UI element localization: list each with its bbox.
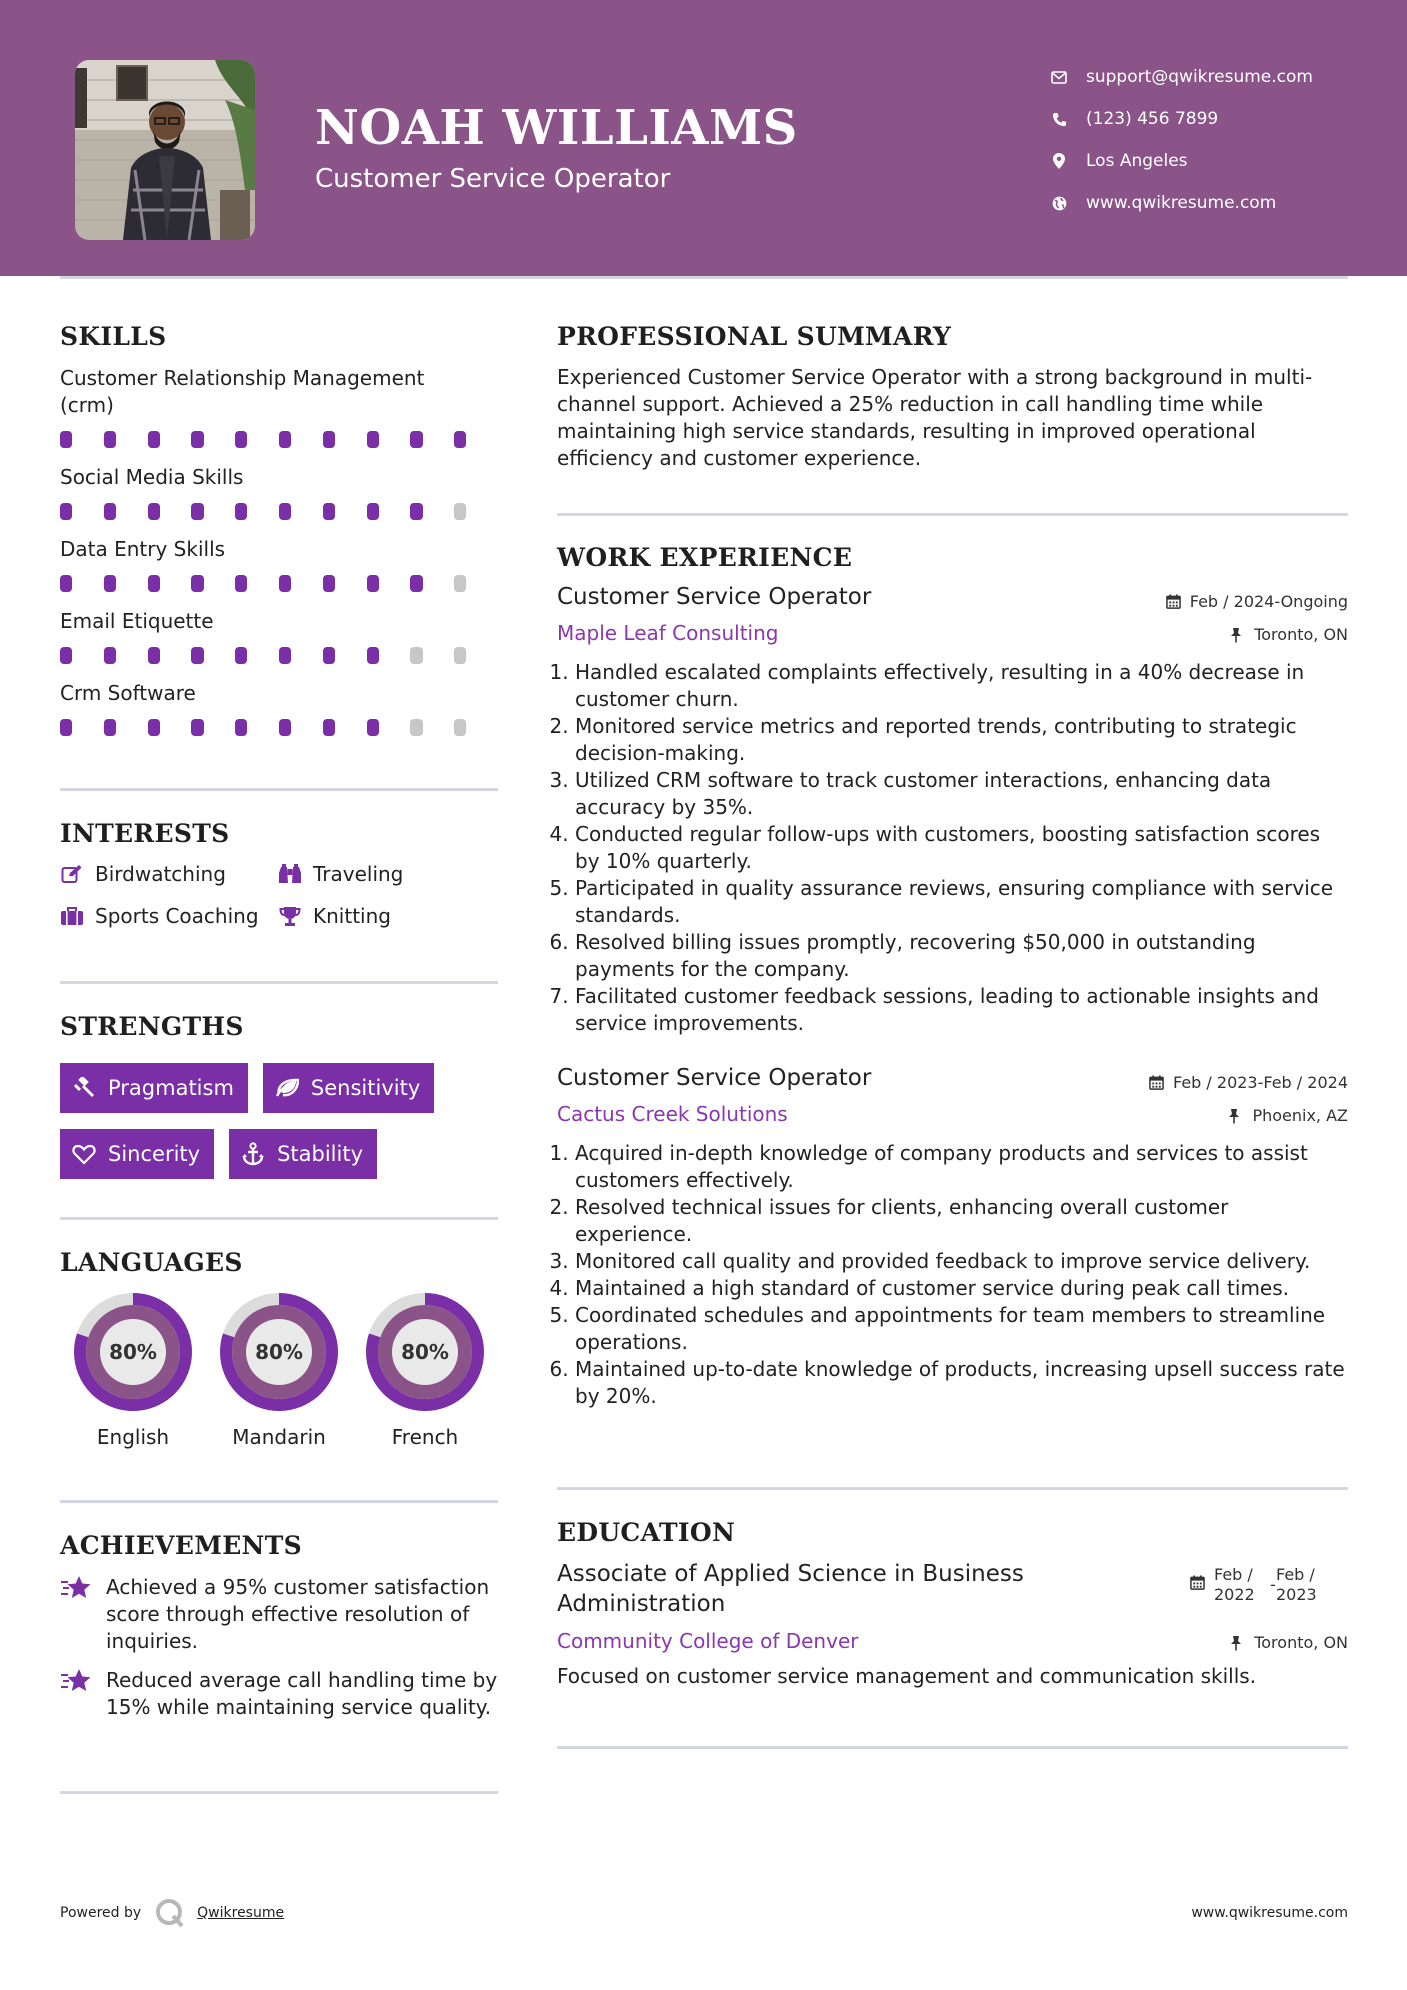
qwikresume-link[interactable]: Qwikresume xyxy=(197,1905,285,1921)
interest-label: Birdwatching xyxy=(95,862,226,886)
language-name: French xyxy=(391,1425,459,1449)
languages-list xyxy=(60,1291,498,1449)
rating-dot-filled xyxy=(60,647,72,664)
strength-label: Sincerity xyxy=(108,1142,201,1166)
contact-email[interactable] xyxy=(1050,56,1313,98)
rating-dot-filled xyxy=(367,647,379,664)
rating-dot-filled xyxy=(279,647,291,664)
languages-divider xyxy=(60,1500,498,1503)
rating-dot-filled xyxy=(104,719,116,736)
interests-list xyxy=(60,862,498,928)
education-date-end-a: Feb / xyxy=(1276,1565,1315,1584)
skill-rating xyxy=(60,647,498,664)
rating-dot-filled xyxy=(279,719,291,736)
education-date-separator: - xyxy=(1270,1575,1276,1594)
rating-dot-filled xyxy=(279,503,291,520)
summary-divider xyxy=(557,513,1348,516)
achievement-text: Achieved a 95% customer satisfaction score through effective resolution of inquiries. xyxy=(106,1575,490,1653)
rating-dot-filled xyxy=(410,431,422,448)
profile-photo-image xyxy=(75,60,255,240)
rating-dot-filled xyxy=(148,503,160,520)
strength-tag xyxy=(229,1129,377,1179)
language-percent: 80% xyxy=(401,1340,449,1364)
skill-item xyxy=(60,680,498,736)
calendar-icon xyxy=(1149,1075,1165,1091)
skill-item xyxy=(60,536,498,592)
job-bullet: 6. Resolved billing issues promptly, recovering $50,000 in outstanding payments for the company. xyxy=(575,929,1348,983)
interest-item xyxy=(60,862,278,886)
job-location-text: Toronto, ON xyxy=(1254,625,1348,644)
job-bullet: 3. Utilized CRM software to track customer interactions, enhancing data accuracy by 35%. xyxy=(575,767,1348,821)
job-bullet: 5. Coordinated schedules and appointments for team members to streamline operations. xyxy=(575,1302,1348,1356)
job-bullet: 2. Resolved technical issues for clients, enhancing overall customer experience. xyxy=(575,1194,1348,1248)
gavel-icon xyxy=(72,1076,96,1100)
qwikresume-logo-icon xyxy=(155,1898,185,1928)
rating-dot-empty xyxy=(454,503,466,520)
education-divider xyxy=(557,1746,1348,1749)
interest-label: Sports Coaching xyxy=(95,904,259,928)
globe-icon xyxy=(1050,194,1068,212)
phone-icon xyxy=(1050,110,1068,128)
education-date-end-b: 2023 xyxy=(1276,1585,1317,1604)
job-bullet: 4. Maintained a high standard of customer service during peak call times. xyxy=(575,1275,1348,1302)
company-name: Cactus Creek Solutions xyxy=(557,1102,788,1126)
job-location xyxy=(1228,1106,1348,1125)
interests-heading: INTERESTS xyxy=(60,819,230,848)
job-bullet: 1. Handled escalated complaints effectively, resulting in a 40% decrease in customer churn. xyxy=(575,659,1348,713)
skill-name: Crm Software xyxy=(60,681,196,705)
strength-label: Pragmatism xyxy=(108,1076,234,1100)
rating-dot-filled xyxy=(279,431,291,448)
strengths-list xyxy=(60,1063,500,1179)
interest-label: Traveling xyxy=(313,862,404,886)
education-date-start xyxy=(1214,1565,1270,1605)
rating-dot-filled xyxy=(235,719,247,736)
job-title: Customer Service Operator xyxy=(557,584,872,610)
profile-photo xyxy=(75,60,255,240)
rating-dot-filled xyxy=(235,431,247,448)
rating-dot-filled xyxy=(323,503,335,520)
skills-section xyxy=(60,322,498,736)
rating-dot-filled xyxy=(148,575,160,592)
strengths-heading: STRENGTHS xyxy=(60,1012,244,1041)
summary-text: Experienced Customer Service Operator with a strong background in multi-channel support. Achieved a 25% reduction in call handling time while maintaining high service standards, resulting in improved operational efficiency and customer experience. xyxy=(557,365,1313,470)
language-percent: 80% xyxy=(109,1340,157,1364)
experience-section xyxy=(557,543,1348,1410)
strengths-divider xyxy=(60,1217,498,1220)
rating-dot-filled xyxy=(104,503,116,520)
rating-dot-filled xyxy=(60,719,72,736)
rating-dot-filled xyxy=(410,575,422,592)
anchor-icon xyxy=(241,1142,265,1166)
achievements-section xyxy=(60,1531,498,1721)
language-item xyxy=(60,1291,206,1449)
contact-location-text: Los Angeles xyxy=(1086,151,1188,171)
calendar-icon xyxy=(1190,1575,1206,1591)
rating-dot-filled xyxy=(235,503,247,520)
rating-dot-filled xyxy=(367,503,379,520)
rating-dot-filled xyxy=(60,503,72,520)
language-item xyxy=(352,1291,498,1449)
job-bullets xyxy=(557,659,1348,1037)
rating-dot-filled xyxy=(367,719,379,736)
education-date-start-b: 2022 xyxy=(1214,1585,1255,1604)
rating-dot-filled xyxy=(191,431,203,448)
job-date xyxy=(1149,1073,1348,1092)
pushpin-icon xyxy=(1228,1108,1244,1124)
rating-dot-empty xyxy=(454,719,466,736)
skill-rating xyxy=(60,719,498,736)
rating-dot-filled xyxy=(323,647,335,664)
strength-tag xyxy=(60,1129,214,1179)
rating-dot-filled xyxy=(148,719,160,736)
contact-website[interactable] xyxy=(1050,182,1313,224)
achievement-item xyxy=(60,1667,498,1721)
strength-tag xyxy=(263,1063,434,1113)
job-bullet: 6. Maintained up-to-date knowledge of products, increasing upsell success rate by 20%. xyxy=(575,1356,1348,1410)
job-date xyxy=(1166,592,1348,611)
interest-item xyxy=(278,904,498,928)
strength-tag xyxy=(60,1063,248,1113)
job-title: Customer Service Operator xyxy=(557,1065,872,1091)
rating-dot-filled xyxy=(454,431,466,448)
interests-section xyxy=(60,819,498,928)
binoculars-icon xyxy=(278,862,302,886)
star-icon xyxy=(60,1667,94,1695)
envelope-icon xyxy=(1050,68,1068,86)
contact-phone-text: (123) 456 7899 xyxy=(1086,109,1219,129)
skill-name: Customer Relationship Management (crm) xyxy=(60,366,425,417)
header-divider xyxy=(60,276,1348,279)
achievement-item xyxy=(60,1574,498,1655)
language-progress-ring xyxy=(72,1291,194,1413)
job-entry xyxy=(557,584,1348,1037)
interest-item xyxy=(278,862,498,886)
rating-dot-filled xyxy=(191,503,203,520)
rating-dot-filled xyxy=(235,575,247,592)
job-location xyxy=(1230,625,1348,644)
education-section xyxy=(557,1518,1348,1690)
company-name: Maple Leaf Consulting xyxy=(557,621,779,645)
education-date xyxy=(1190,1565,1348,1605)
skill-name: Social Media Skills xyxy=(60,465,244,489)
resume-header xyxy=(0,0,1407,276)
job-location-text: Phoenix, AZ xyxy=(1252,1106,1348,1125)
education-date-end xyxy=(1276,1565,1324,1605)
job-bullet: 4. Conducted regular follow-ups with customers, boosting satisfaction scores by 10% quarterly. xyxy=(575,821,1348,875)
job-bullet: 2. Monitored service metrics and reported trends, contributing to strategic decision-making. xyxy=(575,713,1348,767)
powered-by-text: Powered by xyxy=(60,1905,142,1921)
education-heading: EDUCATION xyxy=(557,1518,736,1547)
job-bullet: 1. Acquired in-depth knowledge of company products and services to assist customers effectively. xyxy=(575,1140,1348,1194)
job-bullet: 7. Facilitated customer feedback sessions, leading to actionable insights and service improvements. xyxy=(575,983,1348,1037)
achievement-text: Reduced average call handling time by 15% while maintaining service quality. xyxy=(106,1668,498,1719)
education-description: Focused on customer service management and communication skills. xyxy=(557,1664,1257,1688)
summary-heading: PROFESSIONAL SUMMARY xyxy=(557,322,952,351)
education-date-start-a: Feb / xyxy=(1214,1565,1253,1584)
interests-divider xyxy=(60,981,498,984)
rating-dot-filled xyxy=(367,431,379,448)
contact-list xyxy=(1050,56,1313,224)
rating-dot-empty xyxy=(454,647,466,664)
briefcase-icon xyxy=(60,904,84,928)
language-name: Mandarin xyxy=(232,1425,326,1449)
rating-dot-filled xyxy=(367,575,379,592)
strength-label: Stability xyxy=(277,1142,364,1166)
rating-dot-filled xyxy=(60,575,72,592)
job-date-text: Feb / 2024-Ongoing xyxy=(1189,592,1348,611)
contact-website-text: www.qwikresume.com xyxy=(1086,193,1277,213)
degree-title: Associate of Applied Science in Business Administration xyxy=(557,1561,1024,1617)
contact-location xyxy=(1050,140,1313,182)
contact-email-text: support@qwikresume.com xyxy=(1086,67,1313,87)
skills-list xyxy=(60,365,498,736)
rating-dot-filled xyxy=(323,719,335,736)
achievements-heading: ACHIEVEMENTS xyxy=(60,1531,302,1560)
languages-section xyxy=(60,1248,498,1449)
language-name: English xyxy=(96,1425,170,1449)
heart-icon xyxy=(72,1142,96,1166)
job-bullets xyxy=(557,1140,1348,1410)
skill-rating xyxy=(60,503,498,520)
rating-dot-filled xyxy=(410,503,422,520)
skills-heading: SKILLS xyxy=(60,322,167,351)
skill-item xyxy=(60,608,498,664)
rating-dot-empty xyxy=(454,575,466,592)
rating-dot-filled xyxy=(104,647,116,664)
skill-name: Email Etiquette xyxy=(60,609,214,633)
pushpin-icon xyxy=(1230,627,1246,643)
job-date-text: Feb / 2023-Feb / 2024 xyxy=(1173,1073,1348,1092)
rating-dot-filled xyxy=(323,575,335,592)
rating-dot-filled xyxy=(148,431,160,448)
rating-dot-filled xyxy=(104,575,116,592)
edit-icon xyxy=(60,862,84,886)
school-name: Community College of Denver xyxy=(557,1629,859,1653)
job-entry xyxy=(557,1065,1348,1410)
job-bullet: 3. Monitored call quality and provided feedback to improve service delivery. xyxy=(575,1248,1348,1275)
rating-dot-empty xyxy=(410,719,422,736)
rating-dot-filled xyxy=(279,575,291,592)
contact-phone[interactable] xyxy=(1050,98,1313,140)
language-progress-ring xyxy=(218,1291,340,1413)
footer-powered xyxy=(60,1898,284,1928)
footer-url[interactable]: www.qwikresume.com xyxy=(1191,1905,1348,1921)
job-bullet: 5. Participated in quality assurance reviews, ensuring compliance with service standards. xyxy=(575,875,1348,929)
interest-item xyxy=(60,904,278,928)
experience-divider xyxy=(557,1487,1348,1490)
map-pin-icon xyxy=(1050,152,1068,170)
rating-dot-filled xyxy=(235,647,247,664)
rating-dot-filled xyxy=(148,647,160,664)
achievements-divider xyxy=(60,1791,498,1794)
experience-heading: WORK EXPERIENCE xyxy=(557,543,853,572)
rating-dot-filled xyxy=(60,431,72,448)
candidate-title: Customer Service Operator xyxy=(315,164,671,194)
rating-dot-filled xyxy=(323,431,335,448)
strengths-section xyxy=(60,1012,498,1179)
skills-divider xyxy=(60,788,498,791)
language-progress-ring xyxy=(364,1291,486,1413)
skill-rating xyxy=(60,575,498,592)
skill-rating xyxy=(60,431,498,448)
pushpin-icon xyxy=(1230,1635,1246,1651)
skill-name: Data Entry Skills xyxy=(60,537,226,561)
rating-dot-filled xyxy=(191,719,203,736)
star-icon xyxy=(60,1574,94,1602)
trophy-icon xyxy=(278,904,302,928)
rating-dot-filled xyxy=(104,431,116,448)
rating-dot-empty xyxy=(410,647,422,664)
languages-heading: LANGUAGES xyxy=(60,1248,243,1277)
rating-dot-filled xyxy=(191,647,203,664)
candidate-name: NOAH WILLIAMS xyxy=(315,100,798,156)
calendar-icon xyxy=(1166,594,1182,610)
summary-section xyxy=(557,322,1348,472)
language-item xyxy=(206,1291,352,1449)
education-location xyxy=(1230,1633,1348,1652)
strength-label: Sensitivity xyxy=(310,1076,421,1100)
education-location-text: Toronto, ON xyxy=(1254,1633,1348,1652)
interest-label: Knitting xyxy=(313,904,391,928)
skill-item xyxy=(60,365,498,448)
leaf-icon xyxy=(275,1076,299,1100)
language-percent: 80% xyxy=(255,1340,303,1364)
rating-dot-filled xyxy=(191,575,203,592)
skill-item xyxy=(60,464,498,520)
